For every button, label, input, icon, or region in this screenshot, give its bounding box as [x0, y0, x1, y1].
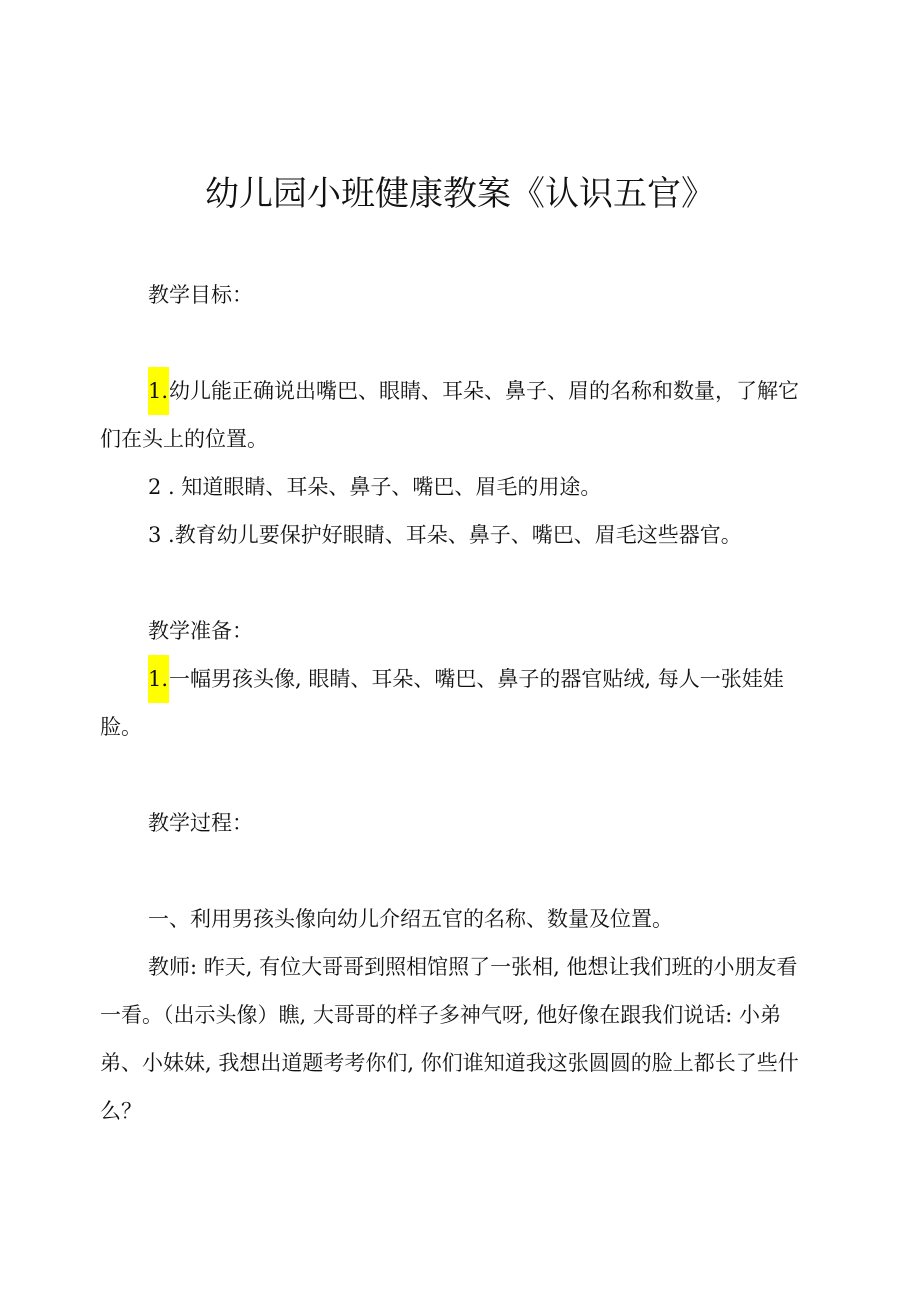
teacher-paragraph-line-2: 一看。（出示头像）瞧, 大哥哥的样子多神气呀, 他好像在跟我们说话: 小弟	[100, 1003, 781, 1027]
teacher-paragraph-line-1: 教师: 昨天, 有位大哥哥到照相馆照了一张相, 他想让我们班的小朋友看	[148, 955, 798, 979]
preparation-item-1-text: 一幅男孩头像, 眼睛、耳朵、嘴巴、鼻子的器官贴绒, 每人一张娃娃	[169, 667, 784, 691]
objective-item-1-text: 幼儿能正确说出嘴巴、眼睛、耳朵、鼻子、眉的名称和数量，了解它	[169, 379, 800, 403]
preparation-heading: 教学准备：	[148, 619, 253, 643]
objective-item-1	[148, 374, 799, 415]
objectives-heading: 教学目标：	[148, 283, 253, 307]
teacher-paragraph-line-4: 么？	[100, 1099, 142, 1123]
document-title: 幼儿园小班健康教案《认识五官》	[205, 174, 715, 214]
process-step-1: 一、利用男孩头像向幼儿介绍五官的名称、数量及位置。	[148, 907, 673, 931]
objective-item-1-continuation: 们在头上的位置。	[100, 427, 268, 451]
objective-item-3: 3 .教育幼儿要保护好眼睛、耳朵、鼻子、嘴巴、眉毛这些器官。	[148, 523, 742, 547]
objective-item-2: 2 . 知道眼睛、耳朵、鼻子、嘴巴、眉毛的用途。	[148, 475, 602, 499]
preparation-item-1	[148, 662, 784, 703]
highlighted-number: 1.	[148, 655, 169, 703]
process-heading: 教学过程：	[148, 811, 253, 835]
preparation-item-1-continuation: 脸。	[100, 715, 142, 739]
teacher-paragraph-line-3: 弟、小妹妹, 我想出道题考考你们, 你们谁知道我这张圆圆的脸上都长了些什	[100, 1051, 799, 1075]
highlighted-number: 1.	[148, 367, 169, 415]
